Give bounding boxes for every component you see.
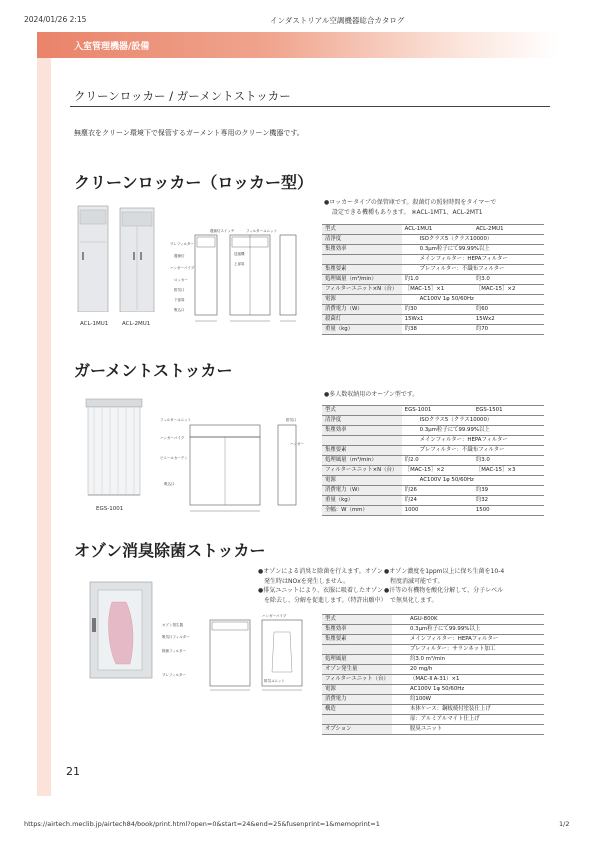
spec-key: フィルターユニット（台） xyxy=(322,675,392,685)
category-label: 入室管理機器/設備 xyxy=(74,42,150,52)
spec-value: 約3.0 m³/min xyxy=(392,655,544,665)
spec-value: 約3.0 xyxy=(473,456,544,466)
locker-notes xyxy=(324,198,496,217)
spec-row xyxy=(322,675,544,685)
spec-key: 処理風量 xyxy=(322,655,392,665)
spec-key: フィルターユニット×N（台） xyxy=(322,466,402,476)
spec-row xyxy=(322,456,544,466)
ozone-note-line: 発生時はNOxを発生しません。 xyxy=(264,577,350,585)
garment-caption: EGS-1001 xyxy=(96,506,124,512)
spec-value: 約39 xyxy=(473,486,544,496)
ozone-note-line: 程度消滅可能です。 xyxy=(390,577,444,585)
spec-key xyxy=(322,255,402,265)
ozone-diagram-label: 排気ユニット xyxy=(264,679,285,683)
spec-row xyxy=(322,715,544,725)
locker-diagram-label: 排気口 xyxy=(174,288,185,292)
spec-row xyxy=(322,416,544,426)
spec-value: 扉：アルミアルマイト仕上げ xyxy=(392,715,544,725)
ozone-diagram-label: 除菌フィルター xyxy=(162,649,187,653)
left-accent-bar xyxy=(37,58,51,796)
spec-value: メインフィルター：HEPAフィルター xyxy=(392,635,544,645)
spec-value: 約100W xyxy=(392,695,544,705)
spec-value: プレフィルター：サランネット加工 xyxy=(392,645,544,655)
garment-photo xyxy=(80,395,148,505)
ozone-notes-left xyxy=(258,567,387,605)
spec-key: 消費電力 xyxy=(322,695,392,705)
spec-key: 集塵効率 xyxy=(322,426,402,436)
locker-diagram-label: プレフィルター xyxy=(170,242,194,246)
spec-key: オゾン発生量 xyxy=(322,665,392,675)
locker-photo-1mu1 xyxy=(74,202,156,312)
print-page-indicator: 1/2 xyxy=(559,820,570,828)
spec-key xyxy=(322,715,392,725)
spec-value: AGU-800K xyxy=(392,615,544,625)
spec-key: 殺菌灯 xyxy=(322,315,402,325)
ozone-diagram-label: 吸気口フィルター xyxy=(162,635,190,639)
spec-key: フィルターユニット×N（台） xyxy=(322,285,402,295)
spec-row xyxy=(322,615,544,625)
intro-text: 無塵衣をクリーン環境下で保管するガーメント専用のクリーン機器です。 xyxy=(74,129,304,137)
ozone-note-line: を除去し、分解を促進します。（特許出願中） xyxy=(264,596,387,604)
spec-key: 集塵要素 xyxy=(322,265,402,275)
ozone-diagram xyxy=(162,612,322,692)
garment-diagram-label: ハンガー xyxy=(290,442,304,446)
spec-key: 構造 xyxy=(322,705,392,715)
garment-note-line: ●多人数収納用のオープン型です。 xyxy=(324,391,419,398)
locker-diagram-label: ハンガーパイプ xyxy=(170,266,195,270)
spec-value: 1000 xyxy=(402,506,473,516)
spec-value: プレフィルター：不織布フィルター xyxy=(402,265,544,275)
spec-key: 集塵要素 xyxy=(322,635,392,645)
spec-row xyxy=(322,725,544,735)
spec-row xyxy=(322,506,544,516)
locker-diagram-label: 吸込口 xyxy=(174,308,185,312)
ozone-spec-table xyxy=(322,614,544,735)
ozone-photo xyxy=(86,578,156,682)
spec-row xyxy=(322,695,544,705)
spec-key: 全幅：W（mm） xyxy=(322,506,402,516)
spec-row xyxy=(322,496,544,506)
spec-value: 約24 xyxy=(402,496,473,506)
spec-value: プレフィルター：不織布フィルター xyxy=(402,446,544,456)
spec-key: 電源 xyxy=(322,685,392,695)
spec-key: 清浄度 xyxy=(322,416,402,426)
spec-value: ISOクラス5（クラス10000） xyxy=(402,235,544,245)
spec-row xyxy=(322,255,544,265)
spec-value: ［MAC-15］×2 xyxy=(402,466,473,476)
spec-row xyxy=(322,436,544,446)
garment-notes xyxy=(324,390,418,400)
locker-diagram-label: 殺菌灯スイッチ xyxy=(210,229,235,233)
spec-value: 約32 xyxy=(473,496,544,506)
locker-spec-table xyxy=(322,224,544,335)
garment-diagram-label: 吸込口 xyxy=(164,482,175,486)
spec-value: EGS-1501 xyxy=(473,406,544,416)
section-title-locker: クリーンロッカー（ロッカー型） xyxy=(74,173,314,192)
spec-row xyxy=(322,225,544,235)
spec-key: 消費電力（W） xyxy=(322,486,402,496)
garment-spec-table xyxy=(322,405,544,516)
spec-value: 約60 xyxy=(473,305,544,315)
ozone-diagram-label: オゾン発生器 xyxy=(162,623,183,627)
locker-caption: ACL-2MU1 xyxy=(122,321,151,327)
spec-row xyxy=(322,625,544,635)
locker-note-line: ●ロッカータイプの保管庫です。殺菌灯の照射時間をタイマーで xyxy=(324,199,497,206)
garment-diagram xyxy=(160,415,320,515)
ozone-note-line: で無臭化します。 xyxy=(390,596,438,604)
spec-row xyxy=(322,685,544,695)
spec-row xyxy=(322,235,544,245)
print-datetime: 2024/01/26 2:15 xyxy=(24,15,87,24)
garment-diagram-label: ビニールカーテン xyxy=(160,456,188,460)
spec-key: 処理風量（m³/min） xyxy=(322,275,402,285)
spec-row xyxy=(322,315,544,325)
spec-row xyxy=(322,486,544,496)
locker-diagram xyxy=(170,225,310,325)
locker-diagram-label: 上部扉 xyxy=(234,262,245,266)
spec-value: 約38 xyxy=(402,325,473,335)
garment-diagram-label: フィルターユニット xyxy=(160,418,191,422)
spec-value: 約3.0 xyxy=(473,275,544,285)
spec-row xyxy=(322,265,544,275)
spec-value: ISOクラス5（クラス10000） xyxy=(402,416,544,426)
section-title-ozone: オゾン消臭除菌ストッカー xyxy=(74,541,266,560)
spec-key: 重量（kg） xyxy=(322,325,402,335)
page-subtitle: クリーンロッカー / ガーメントストッカー xyxy=(74,89,291,103)
spec-value: EGS-1001 xyxy=(402,406,473,416)
spec-row xyxy=(322,705,544,715)
spec-value: 脱臭ユニット xyxy=(392,725,544,735)
locker-diagram-label: ロッカー xyxy=(174,278,188,282)
spec-row xyxy=(322,466,544,476)
locker-caption: ACL-1MU1 xyxy=(80,321,109,327)
spec-key: 型式 xyxy=(322,615,392,625)
spec-value: 約26 xyxy=(402,486,473,496)
spec-key: オプション xyxy=(322,725,392,735)
spec-value: 0.3μm粒子にて99.99%以上 xyxy=(402,245,544,255)
spec-key: 消費電力（W） xyxy=(322,305,402,315)
spec-key: 型式 xyxy=(322,225,402,235)
spec-key: 清浄度 xyxy=(322,235,402,245)
spec-value: AC100V 1φ 50/60Hz xyxy=(402,476,544,486)
locker-note-line: 設定できる機種もあります。 ※ACL-1MT1、ACL-2MT1 xyxy=(332,208,483,216)
spec-row xyxy=(322,665,544,675)
spec-value: 20 mg/h xyxy=(392,665,544,675)
spec-key xyxy=(322,645,392,655)
ozone-note-line: ●オゾン濃度を1ppm以上に保ち生菌を10-4 xyxy=(384,568,505,575)
spec-key xyxy=(322,436,402,446)
spec-value: 15Wx1 xyxy=(402,315,473,325)
spec-key: 集塵要素 xyxy=(322,446,402,456)
spec-value: ACL-2MU1 xyxy=(473,225,544,235)
spec-row xyxy=(322,635,544,645)
spec-value: ［MAC-15］×1 xyxy=(402,285,473,295)
spec-key: 電源 xyxy=(322,295,402,305)
spec-row xyxy=(322,406,544,416)
spec-value: ［MAC-15］×3 xyxy=(473,466,544,476)
spec-value: 約2.0 xyxy=(402,456,473,466)
spec-key: 電源 xyxy=(322,476,402,486)
spec-value: 0.3μm粒子にて99.99%以上 xyxy=(392,625,544,635)
spec-row xyxy=(322,446,544,456)
locker-diagram-label: フィルターユニット xyxy=(246,229,277,233)
ozone-note-line: ●汗等の有機物を酸化分解して、分子レベル xyxy=(384,587,504,594)
spec-row xyxy=(322,285,544,295)
spec-row xyxy=(322,275,544,285)
locker-diagram-label: 下部扉 xyxy=(174,298,185,302)
spec-key: 重量（kg） xyxy=(322,496,402,506)
spec-value: （MAC-Ⅱ A-31）×1 xyxy=(392,675,544,685)
spec-value: 本体ケース：鋼板焼付塗装仕上げ xyxy=(392,705,544,715)
spec-value: 約30 xyxy=(402,305,473,315)
locker-diagram-label: 送風機 xyxy=(234,252,245,256)
ozone-diagram-label: ハンガーパイプ xyxy=(262,614,287,618)
spec-value: メインフィルター：HEPAフィルター xyxy=(402,255,544,265)
subtitle-divider xyxy=(70,106,550,107)
spec-value: ACL-1MU1 xyxy=(402,225,473,235)
spec-row xyxy=(322,295,544,305)
spec-row xyxy=(322,426,544,436)
ozone-note-line: ●排気ユニットにより、衣服に吸着したオゾン xyxy=(258,587,383,594)
spec-value: AC100V 1φ 50/60Hz xyxy=(402,295,544,305)
ozone-notes-right xyxy=(384,567,504,605)
spec-key: 型式 xyxy=(322,406,402,416)
locker-diagram-label: 殺菌灯 xyxy=(174,254,185,258)
spec-value: 約1.0 xyxy=(402,275,473,285)
spec-key: 集塵効率 xyxy=(322,625,392,635)
print-url[interactable]: https://airtech.meclib.jp/airtech84/book/print.html?open=0&start=24&end=25&fusenprint=1&memoprint=1 xyxy=(24,820,380,828)
spec-key: 集塵効率 xyxy=(322,245,402,255)
spec-row xyxy=(322,325,544,335)
spec-row xyxy=(322,655,544,665)
spec-row xyxy=(322,476,544,486)
spec-value: AC100V 1φ 50/60Hz xyxy=(392,685,544,695)
garment-diagram-label: 排気口 xyxy=(286,418,297,422)
ozone-diagram-label: プレフィルター xyxy=(162,673,186,677)
spec-value: 15Wx2 xyxy=(473,315,544,325)
spec-row xyxy=(322,305,544,315)
garment-diagram-label: ハンガーパイプ xyxy=(160,436,185,440)
page-number: 21 xyxy=(66,765,80,778)
spec-row xyxy=(322,245,544,255)
document-title: インダストリアル空調機器総合カタログ xyxy=(270,16,405,25)
spec-value: 0.3μm粒子にて99.99%以上 xyxy=(402,426,544,436)
ozone-note-line: ●オゾンによる消臭と除菌を行えます。オゾン xyxy=(258,568,383,575)
section-title-garment: ガーメントストッカー xyxy=(74,361,233,380)
spec-row xyxy=(322,645,544,655)
spec-value: メインフィルター：HEPAフィルター xyxy=(402,436,544,446)
spec-value: ［MAC-15］×2 xyxy=(473,285,544,295)
spec-key: 処理風量（m³/min） xyxy=(322,456,402,466)
spec-value: 約70 xyxy=(473,325,544,335)
spec-value: 1500 xyxy=(473,506,544,516)
